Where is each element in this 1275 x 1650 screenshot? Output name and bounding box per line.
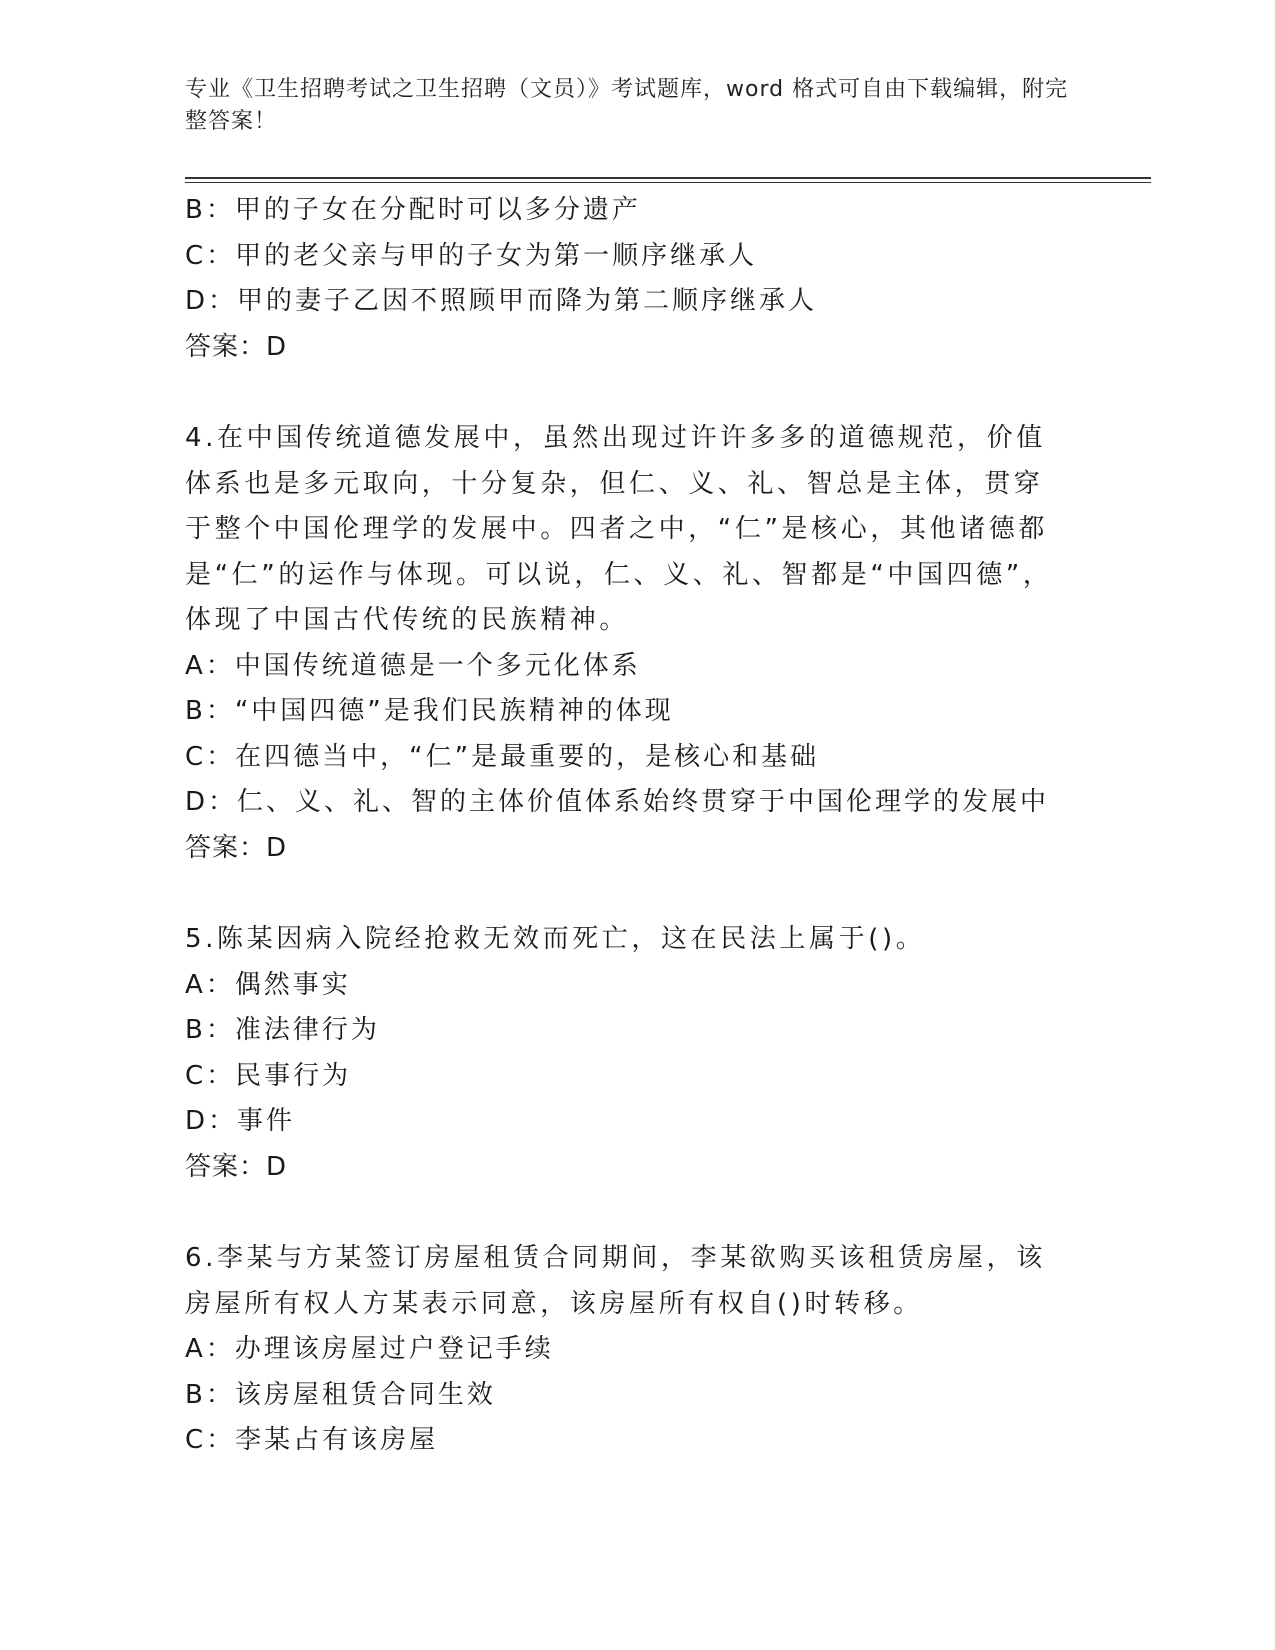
option-c: C：民事行为 bbox=[185, 1060, 352, 1091]
option-a: A：偶然事实 bbox=[185, 969, 351, 1000]
option-b: B：准法律行为 bbox=[185, 1015, 380, 1045]
question-list bbox=[185, 188, 1065, 1464]
option-b: B：该房屋租赁合同生效 bbox=[185, 1379, 496, 1410]
option-a: A：中国传统道德是一个多元化体系 bbox=[185, 650, 641, 681]
option-d: D：仁、义、礼、智的主体价值体系始终贯穿于中国伦理学的发展中 bbox=[185, 787, 1050, 817]
option-b: B：甲的子女在分配时可以多分遗产 bbox=[185, 195, 641, 225]
question-5 bbox=[185, 917, 1065, 1190]
option-a: A：办理该房屋过户登记手续 bbox=[185, 1334, 554, 1364]
answer: 答案：D bbox=[185, 331, 288, 362]
question-3-tail bbox=[185, 188, 1065, 370]
page-header: 专业《卫生招聘考试之卫生招聘（文员）》考试题库，word 格式可自由下载编辑，附完整答案！ bbox=[185, 77, 1069, 134]
question-stem: 5.陈某因病入院经抢救无效而死亡，这在民法上属于()。 bbox=[185, 924, 926, 954]
spacer bbox=[185, 1190, 1065, 1236]
header-rule-thick bbox=[185, 177, 1151, 179]
question-4 bbox=[185, 416, 1065, 871]
answer: 答案：D bbox=[185, 1151, 288, 1182]
option-c: C：甲的老父亲与甲的子女为第一顺序继承人 bbox=[185, 240, 758, 271]
option-c: C：在四德当中，“仁”是最重要的，是核心和基础 bbox=[185, 741, 820, 772]
question-stem: 6.李某与方某签订房屋租赁合同期间，李某欲购买该租赁房屋，该房屋所有权人方某表示同意，该房屋所有权自()时转移。 bbox=[185, 1243, 1046, 1319]
question-6 bbox=[185, 1236, 1065, 1464]
option-d: D：事件 bbox=[185, 1106, 296, 1136]
question-stem: 4.在中国传统道德发展中，虽然出现过许许多多的道德规范，价值体系也是多元取向，十分复杂，但仁、义、礼、智总是主体，贯穿于整个中国伦理学的发展中。四者之中，“仁”是核心，其他诸德都是“仁”的运作与体现。可以说，仁、义、礼、智都是“中国四德”，体现了中国古代传统的民族精神。 bbox=[185, 423, 1053, 635]
option-c: C：李某占有该房屋 bbox=[185, 1425, 439, 1455]
spacer bbox=[185, 370, 1065, 416]
option-d: D：甲的妻子乙因不照顾甲而降为第二顺序继承人 bbox=[185, 286, 818, 316]
option-b: B：“中国四德”是我们民族精神的体现 bbox=[185, 696, 674, 726]
answer: 答案：D bbox=[185, 832, 288, 863]
spacer bbox=[185, 871, 1065, 917]
header-rule-thin bbox=[185, 182, 1151, 183]
